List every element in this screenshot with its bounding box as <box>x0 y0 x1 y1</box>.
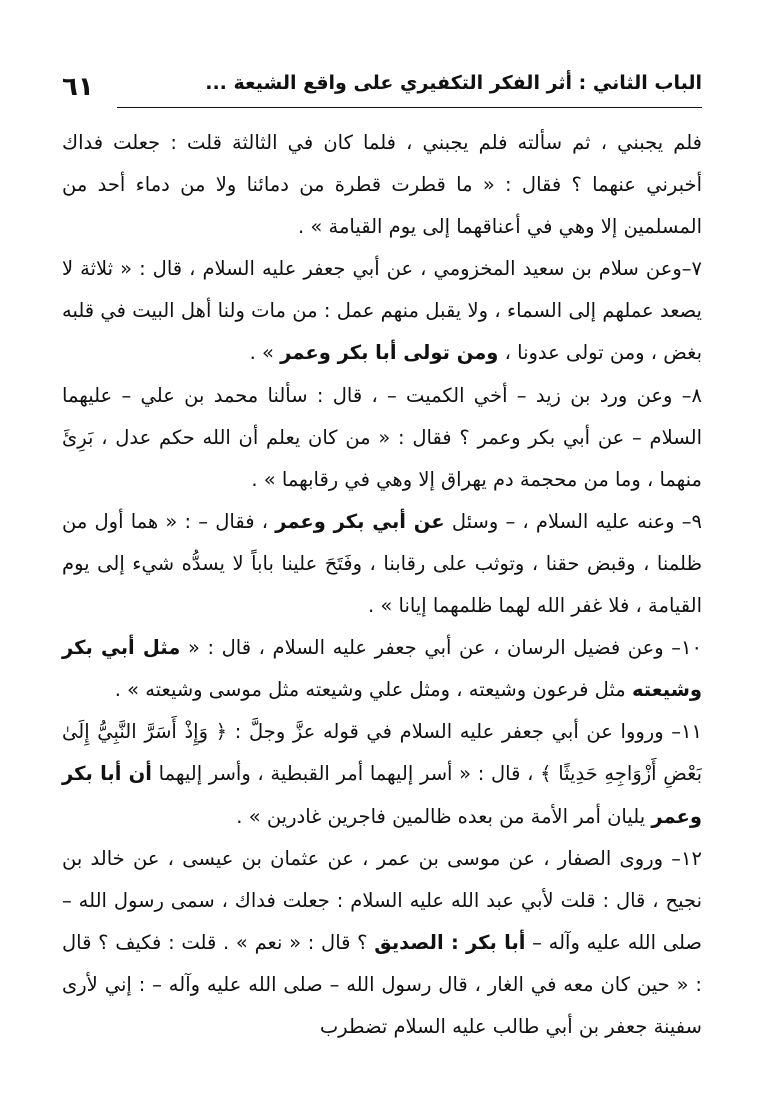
paragraph <box>62 122 702 248</box>
text-segment: ١١– ورووا عن أبي جعفر عليه السلام في قوله عزَّ وجلَّ : ﴿ وَإِذْ أَسَرَّ النَّبِيُّ إِلَىٰ بَعْضِ أَزْوَاجِهِ حَدِيثًا ﴾ ، قال : « أسر إليهما أمر القبطية ، وأسر إليهما <box>62 720 702 786</box>
body-text <box>62 122 702 1048</box>
text-segment: ٩– وعنه عليه السلام ، – وسئل <box>444 509 702 533</box>
text-segment: ، فقال – : « هما أول من ظلمنا ، وقبض حقنا ، وتوثب على رقابنا ، وفَتَحَ علينا باباً لا يسدُّه شيء إلى يوم القيامة ، فلا غفر الله لهما ظلمهما إيانا » . <box>62 509 702 618</box>
page-number: ٦١ <box>62 72 94 102</box>
text-segment: ١٠– وعن فضيل الرسان ، عن أبي جعفر عليه السلام ، قال : « <box>180 636 702 660</box>
text-segment: ؟ قال : « نعم » . قلت : فكيف ؟ قال : « حين كان معه في الغار ، قال رسول الله – صلى الله عليه وآله – : إني لأرى سفينة جعفر بن أبي طالب عليه السلام تضطرب <box>62 930 702 1038</box>
text-segment: » . <box>249 341 281 365</box>
paragraph <box>62 501 702 627</box>
bold-text-segment: أن أبا بكر وعمر <box>62 762 702 828</box>
text-segment: ٧–وعن سلام بن سعيد المخزومي ، عن أبي جعفر عليه السلام ، قال : « ثلاثة لا يصعد عملهم إلى السماء ، ولا يقبل منهم عمل : من مات ولنا أهل البيت في قلبه بغض ، ومن تولى عدونا ، <box>62 257 702 365</box>
text-segment: مثل فرعون وشيعته ، ومثل علي وشيعته مثل موسى وشيعته » . <box>114 678 632 702</box>
paragraph <box>62 711 702 837</box>
paragraph <box>62 248 702 374</box>
bold-text-segment: أبا بكر : الصديق <box>374 930 526 954</box>
header-rule <box>117 107 702 108</box>
bold-text-segment: عن أبي بكر وعمر <box>275 509 445 533</box>
bold-text-segment: ومن تولى أبا بكر وعمر <box>280 341 499 365</box>
running-title: الباب الثاني : أثر الفكر التكفيري على واقع الشيعة ... <box>205 72 702 94</box>
paragraph <box>62 838 702 1048</box>
paragraph <box>62 375 702 501</box>
text-segment: ٨– وعن ورد بن زيد – أخي الكميت – ، قال : سألنا محمد بن علي – عليهما السلام – عن أبي بكر وعمر ؟ فقال : « من كان يعلم أن الله حكم عدل ، بَرِئَ منهما ، وما من محجمة دم يهراق إلا وهي في رقابهما » . <box>62 383 702 491</box>
text-segment: فلم يجبني ، ثم سألته فلم يجبني ، فلما كان في الثالثة قلت : جعلت فداك أخبرني عنهما ؟ فقال : « ما قطرت قطرة من دمائنا ولا من دماء أحد من المسلمين إلا وهي في أعناقهما إلى يوم القيامة » . <box>62 131 702 239</box>
paragraph <box>62 627 702 711</box>
page-header <box>62 70 702 108</box>
text-segment: يليان أمر الأمة من بعده ظالمين فاجرين غادرين » . <box>236 804 652 828</box>
text-segment: ١٢– وروى الصفار ، عن موسى بن عمر ، عن عثمان بن عيسى ، عن خالد بن نجيح ، قال : قلت لأبي عبد الله عليه السلام : جعلت فداك ، سمى رسول الله – صلى الله عليه وآله – <box>62 846 702 954</box>
bold-text-segment: مثل أبي بكر وشيعته <box>62 636 702 702</box>
